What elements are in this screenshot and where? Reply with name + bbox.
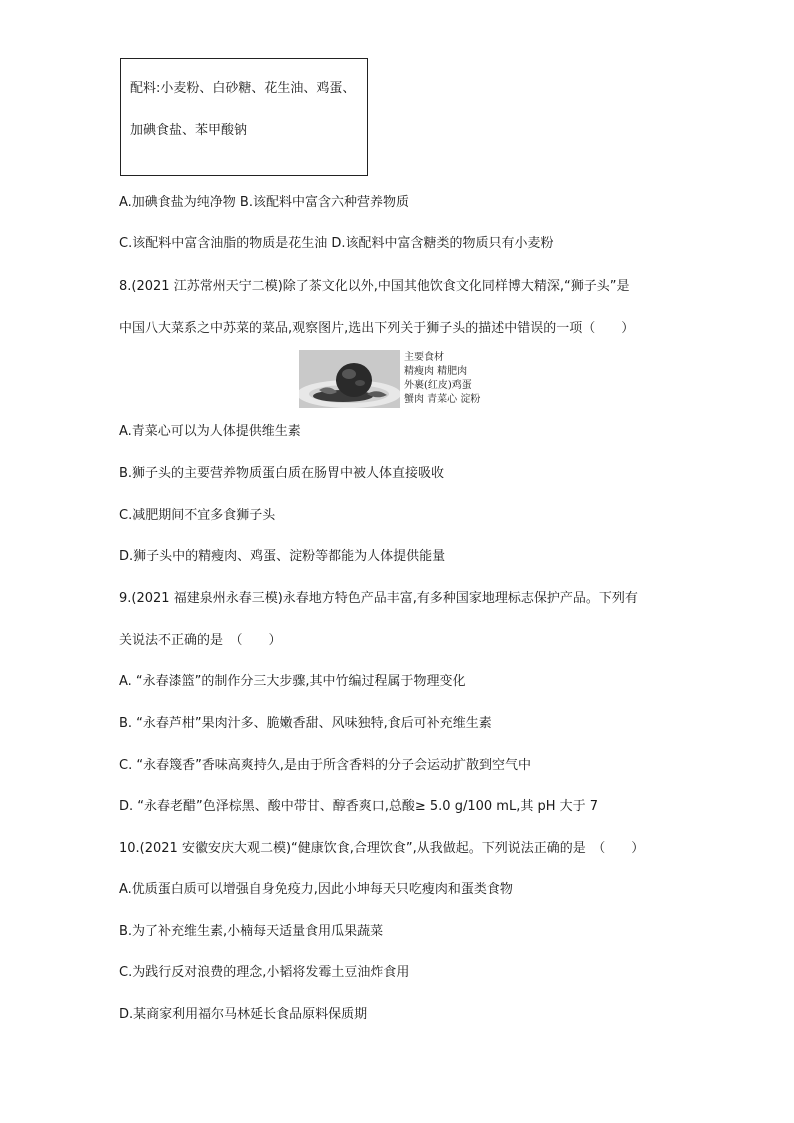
ingredient-label-box xyxy=(120,58,368,176)
figure-caption-line-2: 精瘦肉 精肥肉 xyxy=(404,366,468,377)
ingredient-line-1: 配料:小麦粉、白砂糖、花生油、鸡蛋、 xyxy=(130,81,356,96)
q9-stem-line-1: 9.(2021 福建泉州永春三模)永春地方特色产品丰富,有多种国家地理标志保护产品。下列有 xyxy=(119,591,638,606)
q8-option-a: A.青菜心可以为人体提供维生素 xyxy=(119,424,301,439)
figure-caption-line-4: 蟹肉 青菜心 淀粉 xyxy=(404,394,481,405)
figure-caption-heading: 主要食材 xyxy=(404,352,444,363)
q8-stem-line-2: 中国八大菜系之中苏菜的菜品,观察图片,选出下列关于狮子头的描述中错误的一项（ ） xyxy=(119,321,635,336)
q8-option-d: D.狮子头中的精瘦肉、鸡蛋、淀粉等都能为人体提供能量 xyxy=(119,549,446,564)
q9-stem-line-2: 关说法不正确的是 （ ） xyxy=(119,633,282,648)
q9-option-d: D. “永春老醋”色泽棕黑、酸中带甘、醇香爽口,总酸≥ 5.0 g/100 mL,其 pH 大于 7 xyxy=(119,799,599,814)
q8-option-b: B.狮子头的主要营养物质蛋白质在肠胃中被人体直接吸收 xyxy=(119,466,445,481)
meatball-dish-photo xyxy=(299,350,400,408)
q10-option-d: D.某商家利用福尔马林延长食品原料保质期 xyxy=(119,1007,368,1022)
q8-option-c: C.减肥期间不宜多食狮子头 xyxy=(119,508,276,523)
q7-options-ab: A.加碘食盐为纯净物 B.该配料中富含六种营养物质 xyxy=(119,195,409,210)
q9-option-a: A. “永春漆篮”的制作分三大步骤,其中竹编过程属于物理变化 xyxy=(119,674,466,689)
figure-caption-line-3: 外裹(红皮)鸡蛋 xyxy=(404,380,472,391)
q7-options-cd: C.该配料中富含油脂的物质是花生油 D.该配料中富含糖类的物质只有小麦粉 xyxy=(119,236,554,251)
q9-option-b: B. “永春芦柑”果肉汁多、脆嫩香甜、风味独特,食后可补充维生素 xyxy=(119,716,492,731)
q10-option-c: C.为践行反对浪费的理念,小韬将发霉土豆油炸食用 xyxy=(119,965,410,980)
q8-stem-line-1: 8.(2021 江苏常州天宁二模)除了茶文化以外,中国其他饮食文化同样博大精深,“狮子头”是 xyxy=(119,279,630,294)
q10-option-b: B.为了补充维生素,小楠每天适量食用瓜果蔬菜 xyxy=(119,924,384,939)
q10-option-a: A.优质蛋白质可以增强自身免疫力,因此小坤每天只吃瘦肉和蛋类食物 xyxy=(119,882,513,897)
lion-head-figure xyxy=(299,350,499,408)
ingredient-line-2: 加碘食盐、苯甲酸钠 xyxy=(130,123,248,138)
q9-option-c: C. “永春篾香”香味高爽持久,是由于所含香料的分子会运动扩散到空气中 xyxy=(119,758,531,773)
q10-stem: 10.(2021 安徽安庆大观二模)“健康饮食,合理饮食”,从我做起。下列说法正确的是 （ ） xyxy=(119,841,645,856)
